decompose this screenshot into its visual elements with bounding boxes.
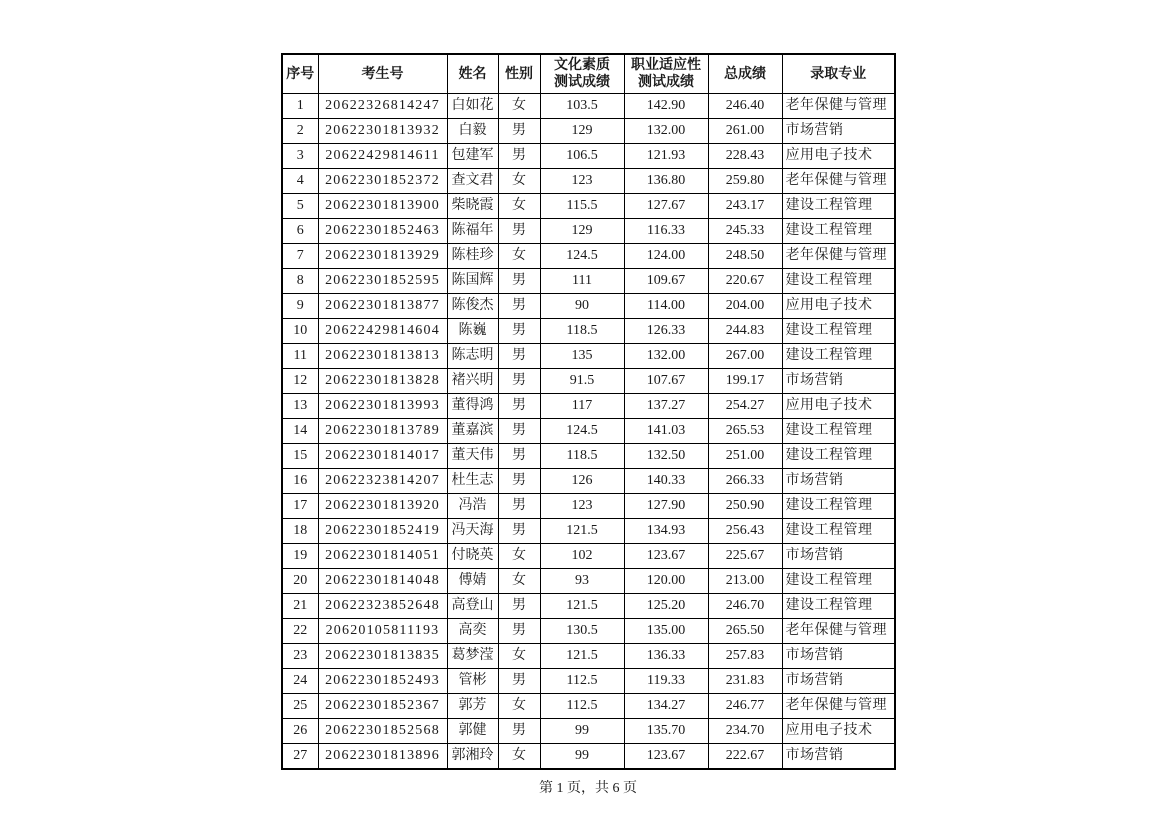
cell-aptitude_score: 134.93 xyxy=(624,519,708,544)
cell-aptitude_score: 123.67 xyxy=(624,744,708,770)
cell-candidate_no: 20622301813813 xyxy=(318,344,447,369)
cell-major: 建设工程管理 xyxy=(782,494,895,519)
cell-gender: 女 xyxy=(498,694,540,719)
cell-gender: 女 xyxy=(498,569,540,594)
cell-aptitude_score: 135.70 xyxy=(624,719,708,744)
table-row xyxy=(282,694,895,719)
cell-aptitude_score: 132.00 xyxy=(624,119,708,144)
cell-name: 董得鸿 xyxy=(447,394,498,419)
cell-total_score: 204.00 xyxy=(708,294,782,319)
cell-gender: 女 xyxy=(498,169,540,194)
cell-major: 应用电子技术 xyxy=(782,394,895,419)
table-row xyxy=(282,344,895,369)
cell-major: 市场营销 xyxy=(782,119,895,144)
cell-gender: 男 xyxy=(498,444,540,469)
cell-major: 建设工程管理 xyxy=(782,594,895,619)
cell-total_score: 222.67 xyxy=(708,744,782,770)
header-row xyxy=(282,54,895,94)
cell-culture_score: 135 xyxy=(540,344,624,369)
cell-culture_score: 117 xyxy=(540,394,624,419)
table-row xyxy=(282,619,895,644)
cell-aptitude_score: 135.00 xyxy=(624,619,708,644)
cell-candidate_no: 20622301852595 xyxy=(318,269,447,294)
cell-gender: 女 xyxy=(498,94,540,119)
cell-aptitude_score: 119.33 xyxy=(624,669,708,694)
cell-name: 郭健 xyxy=(447,719,498,744)
cell-gender: 男 xyxy=(498,344,540,369)
cell-culture_score: 124.5 xyxy=(540,419,624,444)
cell-aptitude_score: 134.27 xyxy=(624,694,708,719)
cell-major: 建设工程管理 xyxy=(782,269,895,294)
cell-index: 8 xyxy=(282,269,318,294)
cell-aptitude_score: 126.33 xyxy=(624,319,708,344)
cell-name: 包建军 xyxy=(447,144,498,169)
cell-total_score: 220.67 xyxy=(708,269,782,294)
cell-total_score: 245.33 xyxy=(708,219,782,244)
table-row xyxy=(282,494,895,519)
results-table-container xyxy=(281,53,895,770)
cell-major: 市场营销 xyxy=(782,369,895,394)
cell-aptitude_score: 140.33 xyxy=(624,469,708,494)
cell-name: 冯天海 xyxy=(447,519,498,544)
cell-gender: 男 xyxy=(498,294,540,319)
cell-gender: 男 xyxy=(498,319,540,344)
table-row xyxy=(282,319,895,344)
cell-name: 陈志明 xyxy=(447,344,498,369)
cell-culture_score: 124.5 xyxy=(540,244,624,269)
cell-culture_score: 129 xyxy=(540,119,624,144)
cell-index: 26 xyxy=(282,719,318,744)
cell-culture_score: 121.5 xyxy=(540,519,624,544)
cell-total_score: 225.67 xyxy=(708,544,782,569)
cell-candidate_no: 20622301813993 xyxy=(318,394,447,419)
cell-total_score: 213.00 xyxy=(708,569,782,594)
cell-total_score: 246.70 xyxy=(708,594,782,619)
cell-candidate_no: 20622326814247 xyxy=(318,94,447,119)
cell-gender: 女 xyxy=(498,194,540,219)
cell-candidate_no: 20622301852367 xyxy=(318,694,447,719)
cell-culture_score: 112.5 xyxy=(540,669,624,694)
cell-candidate_no: 20622301814051 xyxy=(318,544,447,569)
cell-name: 傅婧 xyxy=(447,569,498,594)
cell-culture_score: 111 xyxy=(540,269,624,294)
table-row xyxy=(282,244,895,269)
cell-aptitude_score: 124.00 xyxy=(624,244,708,269)
cell-major: 老年保健与管理 xyxy=(782,619,895,644)
cell-aptitude_score: 127.90 xyxy=(624,494,708,519)
cell-major: 老年保健与管理 xyxy=(782,694,895,719)
cell-major: 建设工程管理 xyxy=(782,444,895,469)
table-row xyxy=(282,269,895,294)
cell-gender: 男 xyxy=(498,619,540,644)
cell-total_score: 246.40 xyxy=(708,94,782,119)
cell-aptitude_score: 114.00 xyxy=(624,294,708,319)
column-header-aptitude_score: 职业适应性 测试成绩 xyxy=(624,54,708,94)
cell-candidate_no: 20622429814611 xyxy=(318,144,447,169)
cell-name: 付晓英 xyxy=(447,544,498,569)
cell-gender: 男 xyxy=(498,119,540,144)
cell-major: 市场营销 xyxy=(782,644,895,669)
cell-name: 董嘉滨 xyxy=(447,419,498,444)
cell-major: 老年保健与管理 xyxy=(782,94,895,119)
table-row xyxy=(282,394,895,419)
cell-index: 13 xyxy=(282,394,318,419)
cell-index: 24 xyxy=(282,669,318,694)
cell-candidate_no: 20620105811193 xyxy=(318,619,447,644)
cell-index: 22 xyxy=(282,619,318,644)
cell-culture_score: 106.5 xyxy=(540,144,624,169)
column-header-candidate_no: 考生号 xyxy=(318,54,447,94)
cell-aptitude_score: 137.27 xyxy=(624,394,708,419)
table-row xyxy=(282,369,895,394)
cell-culture_score: 130.5 xyxy=(540,619,624,644)
cell-candidate_no: 20622301813877 xyxy=(318,294,447,319)
cell-name: 郭芳 xyxy=(447,694,498,719)
cell-index: 25 xyxy=(282,694,318,719)
cell-total_score: 265.53 xyxy=(708,419,782,444)
cell-major: 应用电子技术 xyxy=(782,294,895,319)
cell-name: 董天伟 xyxy=(447,444,498,469)
cell-name: 查文君 xyxy=(447,169,498,194)
cell-candidate_no: 20622301813896 xyxy=(318,744,447,770)
cell-total_score: 265.50 xyxy=(708,619,782,644)
cell-name: 葛梦滢 xyxy=(447,644,498,669)
cell-index: 23 xyxy=(282,644,318,669)
cell-major: 建设工程管理 xyxy=(782,319,895,344)
cell-name: 郭湘玲 xyxy=(447,744,498,770)
cell-name: 陈俊杰 xyxy=(447,294,498,319)
cell-name: 陈巍 xyxy=(447,319,498,344)
table-row xyxy=(282,419,895,444)
cell-aptitude_score: 132.00 xyxy=(624,344,708,369)
cell-index: 19 xyxy=(282,544,318,569)
cell-gender: 男 xyxy=(498,219,540,244)
cell-name: 高奕 xyxy=(447,619,498,644)
column-header-major: 录取专业 xyxy=(782,54,895,94)
cell-index: 5 xyxy=(282,194,318,219)
column-header-total_score: 总成绩 xyxy=(708,54,782,94)
cell-gender: 男 xyxy=(498,269,540,294)
cell-major: 市场营销 xyxy=(782,744,895,770)
cell-name: 白如花 xyxy=(447,94,498,119)
cell-gender: 男 xyxy=(498,394,540,419)
table-row xyxy=(282,719,895,744)
table-row xyxy=(282,544,895,569)
cell-candidate_no: 20622301813900 xyxy=(318,194,447,219)
cell-index: 16 xyxy=(282,469,318,494)
cell-index: 7 xyxy=(282,244,318,269)
cell-candidate_no: 20622301813789 xyxy=(318,419,447,444)
cell-aptitude_score: 136.33 xyxy=(624,644,708,669)
cell-gender: 女 xyxy=(498,644,540,669)
cell-candidate_no: 20622301852463 xyxy=(318,219,447,244)
cell-name: 柴晓霞 xyxy=(447,194,498,219)
cell-culture_score: 115.5 xyxy=(540,194,624,219)
table-row xyxy=(282,194,895,219)
cell-total_score: 254.27 xyxy=(708,394,782,419)
cell-culture_score: 99 xyxy=(540,719,624,744)
cell-culture_score: 91.5 xyxy=(540,369,624,394)
table-header xyxy=(282,54,895,94)
cell-index: 10 xyxy=(282,319,318,344)
cell-aptitude_score: 107.67 xyxy=(624,369,708,394)
cell-major: 市场营销 xyxy=(782,469,895,494)
cell-index: 11 xyxy=(282,344,318,369)
cell-gender: 男 xyxy=(498,519,540,544)
cell-index: 15 xyxy=(282,444,318,469)
column-header-name: 姓名 xyxy=(447,54,498,94)
table-row xyxy=(282,569,895,594)
cell-name: 高登山 xyxy=(447,594,498,619)
cell-index: 1 xyxy=(282,94,318,119)
cell-gender: 男 xyxy=(498,144,540,169)
table-row xyxy=(282,519,895,544)
cell-index: 4 xyxy=(282,169,318,194)
cell-aptitude_score: 141.03 xyxy=(624,419,708,444)
cell-aptitude_score: 136.80 xyxy=(624,169,708,194)
cell-major: 应用电子技术 xyxy=(782,719,895,744)
cell-major: 应用电子技术 xyxy=(782,144,895,169)
cell-major: 建设工程管理 xyxy=(782,419,895,444)
cell-major: 市场营销 xyxy=(782,544,895,569)
column-header-culture_score: 文化素质 测试成绩 xyxy=(540,54,624,94)
cell-major: 建设工程管理 xyxy=(782,219,895,244)
cell-total_score: 234.70 xyxy=(708,719,782,744)
table-row xyxy=(282,169,895,194)
cell-total_score: 266.33 xyxy=(708,469,782,494)
table-row xyxy=(282,594,895,619)
cell-culture_score: 123 xyxy=(540,494,624,519)
table-row xyxy=(282,219,895,244)
cell-total_score: 251.00 xyxy=(708,444,782,469)
cell-total_score: 257.83 xyxy=(708,644,782,669)
table-row xyxy=(282,669,895,694)
cell-aptitude_score: 120.00 xyxy=(624,569,708,594)
cell-major: 老年保健与管理 xyxy=(782,244,895,269)
cell-candidate_no: 20622323852648 xyxy=(318,594,447,619)
cell-index: 17 xyxy=(282,494,318,519)
cell-candidate_no: 20622429814604 xyxy=(318,319,447,344)
cell-name: 陈桂珍 xyxy=(447,244,498,269)
cell-culture_score: 112.5 xyxy=(540,694,624,719)
table-row xyxy=(282,744,895,770)
cell-major: 建设工程管理 xyxy=(782,194,895,219)
cell-major: 老年保健与管理 xyxy=(782,169,895,194)
cell-name: 杜生志 xyxy=(447,469,498,494)
cell-candidate_no: 20622301814048 xyxy=(318,569,447,594)
cell-candidate_no: 20622301852419 xyxy=(318,519,447,544)
cell-candidate_no: 20622301813920 xyxy=(318,494,447,519)
cell-name: 陈福年 xyxy=(447,219,498,244)
cell-total_score: 243.17 xyxy=(708,194,782,219)
cell-index: 6 xyxy=(282,219,318,244)
cell-candidate_no: 20622301852493 xyxy=(318,669,447,694)
table-row xyxy=(282,294,895,319)
cell-total_score: 256.43 xyxy=(708,519,782,544)
cell-candidate_no: 20622301813835 xyxy=(318,644,447,669)
cell-gender: 男 xyxy=(498,469,540,494)
cell-aptitude_score: 125.20 xyxy=(624,594,708,619)
cell-aptitude_score: 121.93 xyxy=(624,144,708,169)
cell-total_score: 244.83 xyxy=(708,319,782,344)
cell-total_score: 228.43 xyxy=(708,144,782,169)
cell-major: 市场营销 xyxy=(782,669,895,694)
column-header-index: 序号 xyxy=(282,54,318,94)
cell-candidate_no: 20622301813932 xyxy=(318,119,447,144)
cell-aptitude_score: 116.33 xyxy=(624,219,708,244)
cell-total_score: 246.77 xyxy=(708,694,782,719)
cell-index: 18 xyxy=(282,519,318,544)
cell-index: 27 xyxy=(282,744,318,770)
cell-total_score: 267.00 xyxy=(708,344,782,369)
table-row xyxy=(282,469,895,494)
cell-gender: 男 xyxy=(498,719,540,744)
cell-culture_score: 121.5 xyxy=(540,594,624,619)
cell-culture_score: 121.5 xyxy=(540,644,624,669)
table-body xyxy=(282,94,895,770)
cell-major: 建设工程管理 xyxy=(782,344,895,369)
table-row xyxy=(282,444,895,469)
cell-gender: 女 xyxy=(498,244,540,269)
table-row xyxy=(282,644,895,669)
cell-name: 管彬 xyxy=(447,669,498,694)
cell-aptitude_score: 127.67 xyxy=(624,194,708,219)
cell-culture_score: 118.5 xyxy=(540,319,624,344)
cell-name: 白毅 xyxy=(447,119,498,144)
page-indicator: 第 1 页，共 6 页 xyxy=(539,781,637,796)
cell-aptitude_score: 132.50 xyxy=(624,444,708,469)
cell-total_score: 259.80 xyxy=(708,169,782,194)
cell-major: 建设工程管理 xyxy=(782,569,895,594)
cell-candidate_no: 20622301852568 xyxy=(318,719,447,744)
cell-culture_score: 93 xyxy=(540,569,624,594)
cell-gender: 男 xyxy=(498,494,540,519)
cell-index: 9 xyxy=(282,294,318,319)
cell-gender: 男 xyxy=(498,594,540,619)
cell-name: 冯浩 xyxy=(447,494,498,519)
cell-index: 12 xyxy=(282,369,318,394)
cell-index: 3 xyxy=(282,144,318,169)
cell-name: 陈国辉 xyxy=(447,269,498,294)
cell-culture_score: 123 xyxy=(540,169,624,194)
cell-gender: 男 xyxy=(498,669,540,694)
cell-index: 21 xyxy=(282,594,318,619)
cell-gender: 女 xyxy=(498,744,540,770)
cell-culture_score: 118.5 xyxy=(540,444,624,469)
cell-gender: 男 xyxy=(498,369,540,394)
table-row xyxy=(282,144,895,169)
cell-candidate_no: 20622301814017 xyxy=(318,444,447,469)
cell-candidate_no: 20622323814207 xyxy=(318,469,447,494)
column-header-gender: 性别 xyxy=(498,54,540,94)
cell-index: 14 xyxy=(282,419,318,444)
cell-index: 20 xyxy=(282,569,318,594)
cell-candidate_no: 20622301852372 xyxy=(318,169,447,194)
cell-culture_score: 129 xyxy=(540,219,624,244)
table-row xyxy=(282,94,895,119)
cell-name: 褚兴明 xyxy=(447,369,498,394)
cell-index: 2 xyxy=(282,119,318,144)
cell-culture_score: 90 xyxy=(540,294,624,319)
cell-gender: 男 xyxy=(498,419,540,444)
cell-aptitude_score: 123.67 xyxy=(624,544,708,569)
cell-total_score: 248.50 xyxy=(708,244,782,269)
cell-candidate_no: 20622301813929 xyxy=(318,244,447,269)
results-table xyxy=(281,53,896,770)
cell-culture_score: 103.5 xyxy=(540,94,624,119)
cell-total_score: 250.90 xyxy=(708,494,782,519)
cell-culture_score: 126 xyxy=(540,469,624,494)
cell-candidate_no: 20622301813828 xyxy=(318,369,447,394)
cell-aptitude_score: 142.90 xyxy=(624,94,708,119)
cell-total_score: 199.17 xyxy=(708,369,782,394)
cell-major: 建设工程管理 xyxy=(782,519,895,544)
cell-total_score: 261.00 xyxy=(708,119,782,144)
cell-aptitude_score: 109.67 xyxy=(624,269,708,294)
table-row xyxy=(282,119,895,144)
cell-gender: 女 xyxy=(498,544,540,569)
cell-total_score: 231.83 xyxy=(708,669,782,694)
cell-culture_score: 102 xyxy=(540,544,624,569)
cell-culture_score: 99 xyxy=(540,744,624,770)
